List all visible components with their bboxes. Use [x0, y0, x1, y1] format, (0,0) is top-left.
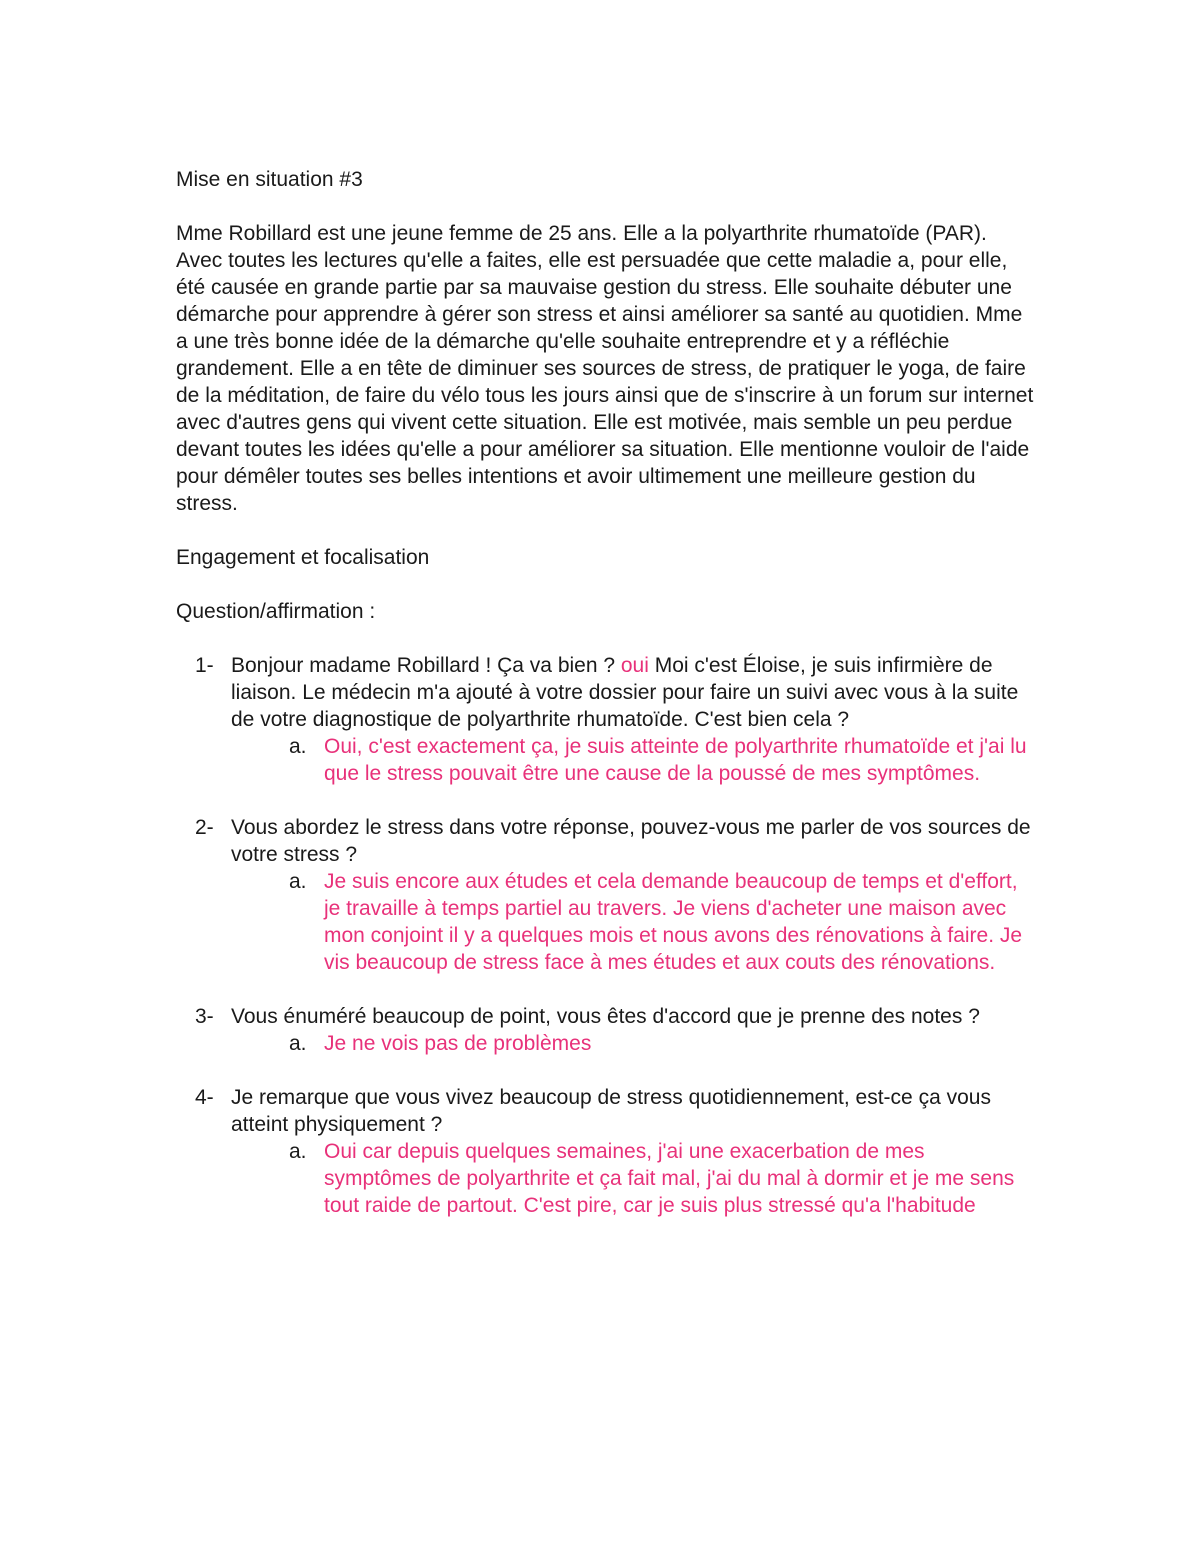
question-item	[176, 1003, 1036, 1030]
document-page	[176, 166, 1036, 1219]
section-heading: Engagement et focalisation	[176, 546, 430, 569]
answer-text: Je suis encore aux études et cela demande beaucoup de temps et d'effort, je travaille à temps partiel au travers. Je viens d'acheter une maison avec mon conjoint il y a quelques mois et nous avons des rénovations à faire. Je vis beaucoup de stress face à mes études et aux couts des rénovations.	[324, 870, 1023, 974]
question-label: Question/affirmation :	[176, 600, 376, 623]
answer-letter: a.	[289, 1032, 307, 1055]
document-title: Mise en situation #3	[176, 168, 363, 191]
spacer	[176, 1057, 1036, 1084]
answer-item	[176, 1138, 1036, 1219]
answer-text: Oui car depuis quelques semaines, j'ai une exacerbation de mes symptômes de polyarthrite et ça fait mal, j'ai du mal à dormir et je me sens tout raide de partout. C'est pire, car je suis plus stressé qu'a l'habitude	[324, 1140, 1015, 1217]
intro-paragraph: Mme Robillard est une jeune femme de 25 ans. Elle a la polyarthrite rhumatoïde (PAR). Avec toutes les lectures qu'elle a faites, elle est persuadée que cette maladie a, pour elle, été causée en grande partie par sa mauvaise gestion du stress. Elle souhaite débuter une démarche pour apprendre à gérer son stress et ainsi améliorer sa santé au quotidien. Mme a une très bonne idée de la démarche qu'elle souhaite entreprendre et y a réfléchie grandement. Elle a en tête de diminuer ses sources de stress, de pratiquer le yoga, de faire de la méditation, de faire du vélo tous les jours ainsi que de s'inscrire à un forum sur internet avec d'autres gens qui vivent cette situation. Elle est motivée, mais semble un peu perdue devant toutes les idées qu'elle a pour améliorer sa situation. Elle mentionne vouloir de l'aide pour démêler toutes ses belles intentions et avoir ultimement une meilleure gestion du stress.	[176, 222, 1034, 515]
question-number: 1-	[195, 654, 214, 677]
question-number: 3-	[195, 1005, 214, 1028]
answer-item	[176, 733, 1036, 787]
answer-letter: a.	[289, 735, 307, 758]
question-number: 4-	[195, 1086, 214, 1109]
spacer	[176, 517, 1036, 544]
question-number: 2-	[195, 816, 214, 839]
question-item	[176, 1084, 1036, 1138]
answer-item	[176, 868, 1036, 976]
spacer	[176, 571, 1036, 598]
answer-letter: a.	[289, 1140, 307, 1163]
answer-item	[176, 1030, 1036, 1057]
question-text: Je remarque que vous vivez beaucoup de stress quotidiennement, est-ce ça vous atteint physiquement ?	[231, 1086, 991, 1136]
inline-answer: oui	[620, 654, 649, 677]
question-text	[231, 652, 1036, 733]
answer-text: Je ne vois pas de problèmes	[324, 1032, 592, 1055]
spacer	[176, 976, 1036, 1003]
question-text: Vous abordez le stress dans votre réponse, pouvez-vous me parler de vos sources de votre stress ?	[231, 816, 1031, 866]
answer-text: Oui, c'est exactement ça, je suis atteinte de polyarthrite rhumatoïde et j'ai lu que le stress pouvait être une cause de la poussé de mes symptômes.	[324, 735, 1027, 785]
spacer	[176, 193, 1036, 220]
question-item	[176, 652, 1036, 733]
question-text-part: Bonjour madame Robillard ! Ça va bien ?	[231, 654, 621, 677]
spacer	[176, 787, 1036, 814]
spacer	[176, 625, 1036, 652]
question-item	[176, 814, 1036, 868]
question-text: Vous énuméré beaucoup de point, vous êtes d'accord que je prenne des notes ?	[231, 1005, 980, 1028]
question-text-part: Moi c'est Éloise, je suis infirmière de liaison. Le médecin m'a ajouté à votre dossier pour faire un suivi avec vous à la suite de votre diagnostique de polyarthrite rhumatoïde. C'est bien cela ?	[231, 654, 1019, 731]
answer-letter: a.	[289, 870, 307, 893]
